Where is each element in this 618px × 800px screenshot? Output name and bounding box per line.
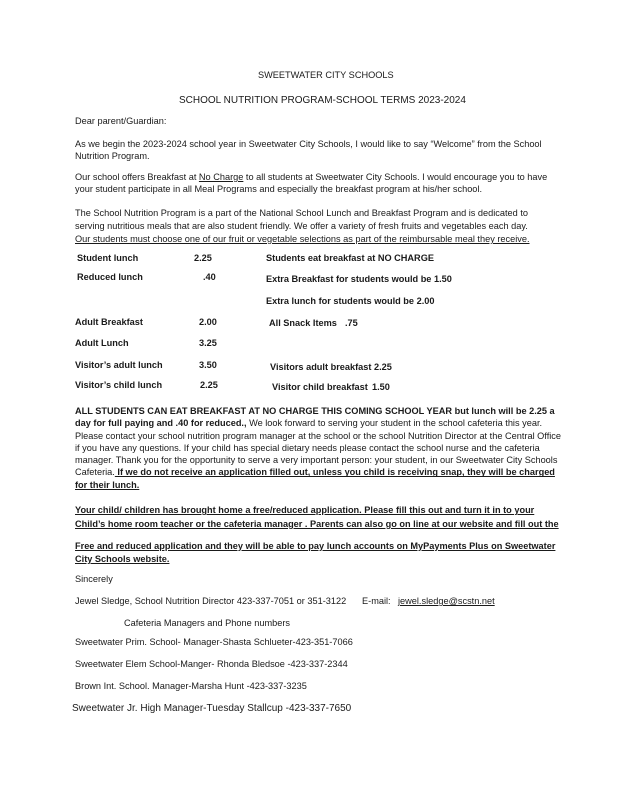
extra-lunch-note: Extra lunch for students would be 2.00 — [266, 296, 435, 306]
student-lunch-price: 2.25 — [194, 253, 212, 263]
student-lunch-label: Student lunch — [77, 253, 139, 263]
visitor-child-lunch-price: 2.25 — [200, 380, 218, 390]
application-line-4: City Schools website. — [75, 554, 170, 564]
adult-lunch-price: 3.25 — [199, 338, 217, 348]
visitor-child-breakfast-label: Visitor child breakfast — [272, 382, 368, 392]
breakfast-paragraph: Our school offers Breakfast at No Charge to all students at Sweetwater City Schools. I would encourage you to have your student participate in all Meal Programs and especially the breakfast program at his/her school. — [75, 172, 548, 195]
snack-price: .75 — [345, 318, 358, 328]
free-breakfast-note: Students eat breakfast at NO CHARGE — [266, 253, 434, 263]
visitor-adult-lunch-price: 3.50 — [199, 360, 217, 370]
reduced-lunch-price: .40 — [203, 272, 216, 282]
no-charge-emphasis: No Charge — [198, 172, 244, 182]
program-line-3: Our students must choose one of our fruit or vegetable selections as part of the reimbursable meal they receive. — [75, 234, 530, 244]
visitor-child-breakfast-price: 1.50 — [372, 382, 390, 392]
manager-primary: Sweetwater Prim. School- Manager-Shasta Schlueter-423-351-7066 — [75, 637, 353, 647]
signature: Jewel Sledge, School Nutrition Director 423-337-7051 or 351-3122 — [75, 596, 347, 606]
application-line-3: Free and reduced application and they will be able to pay lunch accounts on MyPayments Plus on Sweetwater — [75, 541, 556, 551]
manager-elementary: Sweetwater Elem School-Manger- Rhonda Bledsoe -423-337-2344 — [75, 659, 348, 669]
application-line-1: Your child/ children has brought home a free/reduced application. Please fill this out and turn it in to your — [75, 505, 535, 515]
org-name: SWEETWATER CITY SCHOOLS — [258, 70, 394, 80]
managers-heading: Cafeteria Managers and Phone numbers — [124, 618, 290, 628]
intro-paragraph: As we begin the 2023-2024 school year in Sweetwater City Schools, I would like to say “Welcome” from the School Nutrition Program. — [75, 139, 542, 162]
visitor-adult-breakfast-note: Visitors adult breakfast 2.25 — [270, 362, 392, 372]
program-line-1: The School Nutrition Program is a part of the National School Lunch and Breakfast Program and is dedicated to — [75, 208, 528, 218]
page-title: SCHOOL NUTRITION PROGRAM-SCHOOL TERMS 2023-2024 — [179, 95, 466, 106]
application-warning: If we do not receive an application filled out, unless you child is receiving snap, they will be charged for their lunch. — [75, 467, 555, 490]
adult-breakfast-label: Adult Breakfast — [75, 317, 143, 327]
manager-brown: Brown Int. School. Manager-Marsha Hunt -423-337-3235 — [75, 681, 307, 691]
extra-breakfast-note: Extra Breakfast for students would be 1.50 — [266, 274, 452, 284]
adult-breakfast-price: 2.00 — [199, 317, 217, 327]
email-link[interactable]: jewel.sledge@scstn.net — [398, 596, 495, 606]
email-label: E-mail: — [362, 596, 391, 606]
visitor-adult-lunch-label: Visitor’s adult lunch — [75, 360, 163, 370]
salutation: Dear parent/Guardian: — [75, 116, 167, 126]
adult-lunch-label: Adult Lunch — [75, 338, 129, 348]
reduced-lunch-label: Reduced lunch — [77, 272, 143, 282]
manager-jr-high: Sweetwater Jr. High Manager-Tuesday Stallcup -423-337-7650 — [72, 703, 352, 714]
program-line-2: serving nutritious meals that are also student friendly. We offer a variety of fresh fruits and vegetables each day. — [75, 221, 528, 231]
application-line-2: Child’s home room teacher or the cafeteria manager . Parents can also go on line at our website and fill out the — [75, 519, 559, 529]
policy-paragraph: ALL STUDENTS CAN EAT BREAKFAST AT NO CHARGE THIS COMING SCHOOL YEAR but lunch will be 2.25 a day for full paying and .40 for reduced., We look forward to serving your student in the school cafeteria this year. Please contact your school nutrition program manager at the school or the school Nutrition Director at the Central Office if you have any questions. If your child has special dietary needs please contact the school nurse and the cafeteria manager. Thank you for the opportunity to serve a very important person: your student, in our Sweetwater City Schools Cafeteria. If we do not receive an application filled out, unless you child is receiving snap, they will be charged for their lunch. — [75, 406, 561, 490]
snack-label: All Snack Items — [269, 318, 337, 328]
closing: Sincerely — [75, 574, 113, 584]
visitor-child-lunch-label: Visitor’s child lunch — [75, 380, 163, 390]
